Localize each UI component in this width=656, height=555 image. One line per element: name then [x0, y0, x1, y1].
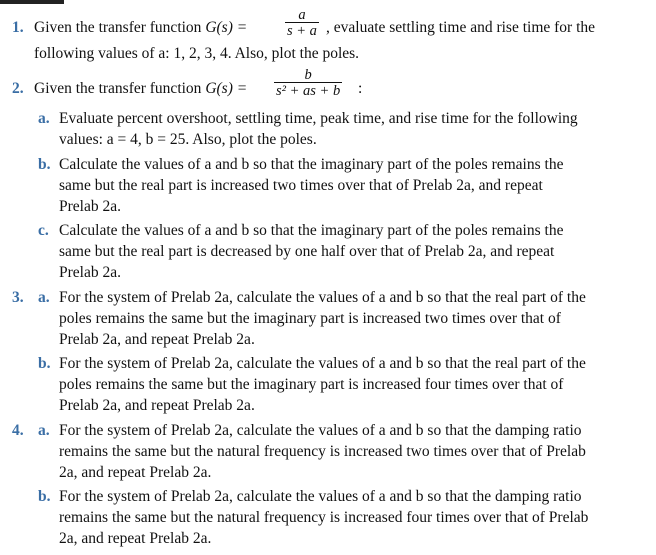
sub-label: a.	[38, 110, 50, 127]
problem-text: Given the transfer function	[34, 80, 206, 97]
transfer-function-fraction	[285, 8, 319, 39]
problem-text: :	[358, 80, 363, 97]
problem-text: Given the transfer function	[34, 19, 206, 36]
problem-2-line-1	[0, 68, 656, 110]
sub-text: For the system of Prelab 2a, calculate the values of a and b so that the real part of the	[59, 289, 586, 306]
sub-text: Calculate the values of a and b so that the imaginary part of the poles remains the	[59, 156, 564, 173]
sub-text: Prelab 2a.	[59, 264, 121, 281]
sub-text: poles remains the same but the imaginary part is increased two times over that of	[59, 310, 561, 327]
sub-text: remains the same but the natural frequency is increased two times over that of Prelab	[59, 443, 586, 460]
sub-text: poles remains the same but the imaginary part is increased four times over that of	[59, 376, 564, 393]
sub-label: a.	[38, 422, 50, 439]
sub-text: same but the real part is increased two times over that of Prelab 2a, and repeat	[59, 177, 543, 194]
sub-text: Prelab 2a, and repeat Prelab 2a.	[59, 397, 255, 414]
function-lhs: G(s) =	[205, 19, 248, 36]
transfer-function-fraction	[274, 68, 342, 99]
sub-text: Evaluate percent overshoot, settling time, peak time, and rise time for the following	[59, 110, 578, 127]
sub-text: Calculate the values of a and b so that the imaginary part of the poles remains the	[59, 222, 564, 239]
fraction-denominator: s² + as + b	[276, 83, 341, 99]
sub-label: a.	[38, 289, 50, 306]
sub-text: remains the same but the natural frequency is increased four times over that of Prelab	[59, 509, 589, 526]
fraction-denominator: s + a	[287, 23, 317, 39]
sub-label: b.	[38, 156, 51, 173]
sub-text: values: a = 4, b = 25. Also, plot the poles.	[59, 131, 317, 148]
sub-label: c.	[38, 222, 49, 239]
problem-number: 1.	[12, 19, 24, 36]
sub-text: 2a, and repeat Prelab 2a.	[59, 464, 212, 481]
problem-text: , evaluate settling time and rise time for the	[326, 19, 596, 36]
fraction-numerator: a	[298, 7, 306, 23]
problem-text: following values of a: 1, 2, 3, 4. Also, plot the poles.	[34, 45, 360, 62]
sub-text: For the system of Prelab 2a, calculate the values of a and b so that the real part of the	[59, 355, 586, 372]
fraction-numerator: b	[304, 67, 312, 83]
problem-number: 2.	[12, 80, 24, 97]
function-lhs: G(s) =	[205, 80, 248, 97]
sub-label: b.	[38, 355, 51, 372]
sub-text: Prelab 2a.	[59, 198, 121, 215]
header-rule	[0, 0, 64, 4]
sub-text: For the system of Prelab 2a, calculate the values of a and b so that the damping ratio	[59, 488, 582, 505]
sub-label: b.	[38, 488, 51, 505]
sub-text: For the system of Prelab 2a, calculate the values of a and b so that the damping ratio	[59, 422, 582, 439]
sub-text: Prelab 2a, and repeat Prelab 2a.	[59, 331, 255, 348]
problem-1-line-1	[0, 8, 656, 48]
sub-text: same but the real part is decreased by one half over that of Prelab 2a, and repeat	[59, 243, 555, 260]
problem-number: 4.	[12, 422, 24, 439]
problem-number: 3.	[12, 289, 24, 306]
sub-text: 2a, and repeat Prelab 2a.	[59, 530, 212, 547]
